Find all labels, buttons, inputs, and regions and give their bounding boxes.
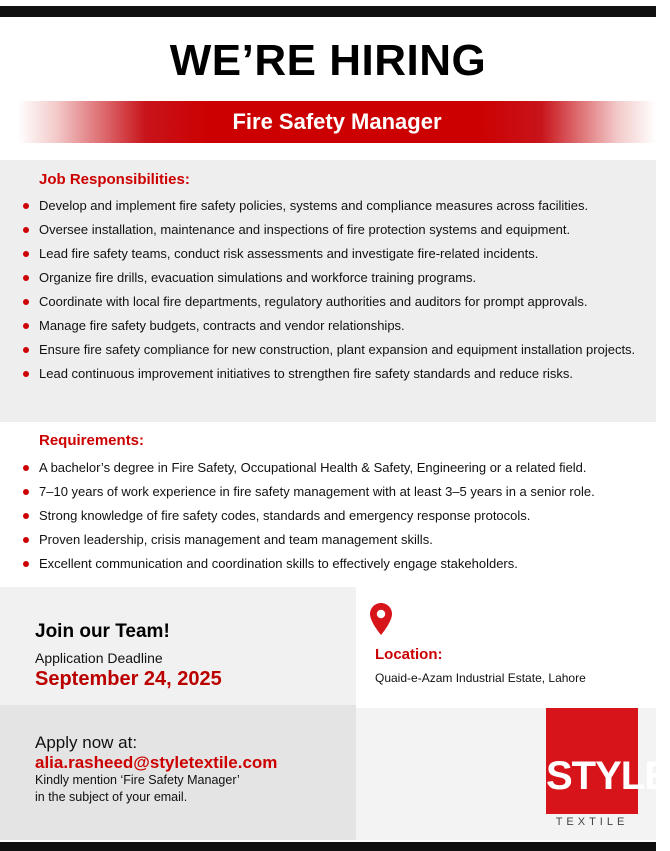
bullet-icon [23,299,29,305]
list-item: Strong knowledge of fire safety codes, standards and emergency response protocols. [0,504,640,528]
page-title: WE’RE HIRING [169,36,487,85]
list-item: Lead continuous improvement initiatives to strengthen fire safety standards and reduce risks. [0,362,640,386]
logo-sub-text: TEXTILE [555,816,629,828]
location-label: Location: [375,646,443,663]
logo-brand-text: STYLE [546,754,670,798]
location-panel [356,587,656,708]
list-item: 7–10 years of work experience in fire safety management with at least 3–5 years in a senior role. [0,480,640,504]
subject-note: Kindly mention ‘Fire Safety Manager’ [35,773,240,787]
contact-email-link[interactable]: alia.rasheed@styletextile.com [35,753,278,772]
list-item: Lead fire safety teams, conduct risk assessments and investigate fire-related incidents. [0,242,640,266]
position-banner [18,101,656,143]
bullet-icon [23,323,29,329]
responsibilities-section [0,160,656,422]
apply-panel [0,705,356,840]
company-logo [546,708,670,829]
requirements-list [0,456,640,576]
subject-note-continued: in the subject of your email. [35,790,188,804]
list-item: Develop and implement fire safety policies, systems and compliance measures across facilities. [0,194,640,218]
list-item: Manage fire safety budgets, contracts and vendor relationships. [0,314,640,338]
join-panel [0,587,356,705]
responsibilities-heading: Job Responsibilities: [39,171,190,188]
position-title: Fire Safety Manager [232,109,442,134]
deadline-label: Application Deadline [35,650,163,666]
location-pin-icon [370,603,392,635]
bullet-icon [23,227,29,233]
apply-title: Apply now at: [35,733,138,752]
requirements-heading: Requirements: [39,432,145,449]
bullet-icon [23,275,29,281]
deadline-date: September 24, 2025 [35,668,222,690]
join-title: Join our Team! [35,621,170,642]
list-item: Proven leadership, crisis management and team management skills. [0,528,640,552]
list-item: Ensure fire safety compliance for new construction, plant expansion and equipment installation projects. [0,338,640,362]
list-item: Oversee installation, maintenance and inspections of fire protection systems and equipment. [0,218,640,242]
bottom-border [0,842,656,851]
list-item: Coordinate with local fire departments, regulatory authorities and auditors for prompt approvals. [0,290,640,314]
bullet-icon [23,513,29,519]
list-item: Organize fire drills, evacuation simulations and workforce training programs. [0,266,640,290]
bullet-icon [23,347,29,353]
logo-box [546,708,670,814]
bullet-icon [23,489,29,495]
requirements-section [0,422,656,587]
bullet-icon [23,465,29,471]
bullet-icon [23,537,29,543]
list-item: Excellent communication and coordination skills to effectively engage stakeholders. [0,552,640,576]
responsibilities-list [0,194,640,386]
bullet-icon [23,251,29,257]
bullet-icon [23,561,29,567]
list-item: A bachelor’s degree in Fire Safety, Occupational Health & Safety, Engineering or a related field. [0,456,640,480]
bullet-icon [23,203,29,209]
top-border [0,6,656,17]
bullet-icon [23,371,29,377]
location-value: Quaid-e-Azam Industrial Estate, Lahore [375,671,586,685]
